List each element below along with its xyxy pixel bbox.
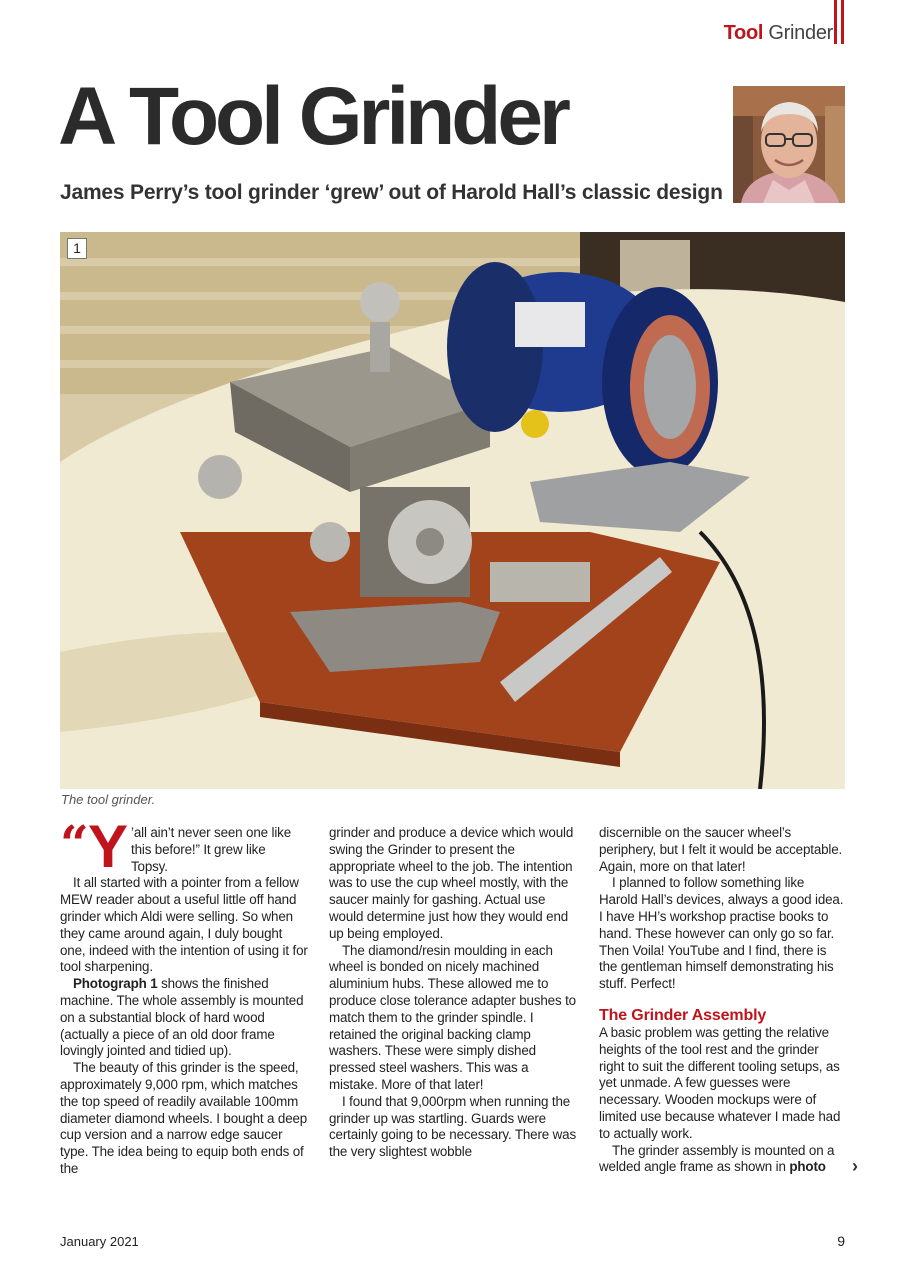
body-paragraph: The grinder assembly is mounted on a welded angle frame as shown in photo — [599, 1142, 835, 1175]
article-standfirst: James Perry’s tool grinder ‘grew’ out of Harold Hall’s classic design — [60, 181, 723, 204]
body-paragraph: grinder and produce a device which would swing the Grinder to present the appropriate wheel to the job. The intention was to use the cup wheel mostly, with the saucer mainly for gashing. Actual use would determine just how they would end up being employed. — [329, 825, 574, 941]
photo-number-badge: 1 — [67, 238, 87, 259]
opening-paragraph — [60, 813, 310, 880]
running-head-section: Tool — [723, 22, 764, 44]
photo-reference: photo — [789, 1159, 826, 1175]
running-head-bars — [834, 0, 846, 44]
body-column-2 — [329, 825, 579, 1161]
body-column-3 — [599, 825, 845, 1176]
body-column-1 — [60, 813, 310, 1178]
body-paragraph: The beauty of this grinder is the speed, approximately 9,000 rpm, which matches the top speed of readily available 100mm diameter diamond wheels. I bought a deep cup version and a narrow edge saucer type. The idea being to equip both ends of the — [60, 1060, 308, 1176]
photo-reference: Photograph 1 — [73, 976, 158, 992]
body-paragraph: The diamond/resin moulding in each wheel is bonded on nicely machined aluminium hubs. These allowed me to produce close tolerance adapter bushes to match them to the grinder spindle. I retained the original backing clamp washers. These were simply dished pressed steel washers. This was a mistake. More of that later! — [329, 942, 576, 1092]
body-paragraph: I found that 9,000rpm when running the grinder up was startling. Guards were certainly going to be necessary. There was the very slightest wobble — [329, 1093, 577, 1160]
page-number: 9 — [837, 1233, 845, 1249]
section-heading: The Grinder Assembly — [599, 1006, 767, 1024]
opening-quote-mark: “ — [60, 814, 89, 873]
article-title: A Tool Grinder — [58, 71, 567, 162]
opening-line-1: ’all ain’t never seen one like — [131, 825, 292, 840]
opening-line-3: Topsy. — [131, 858, 168, 874]
body-paragraph: A basic problem was getting the relative heights of the tool rest and the grinder right to suit the different tooling setups, as yet unmade. A few guesses were necessary. Wooden mockups were of limited use because whatever I made had to actually work. — [599, 1024, 841, 1141]
drop-cap: Y — [88, 813, 128, 880]
photo-caption: The tool grinder. — [61, 792, 156, 807]
body-paragraph: I planned to follow something like Harold Hall’s devices, always a good idea. I have HH’s workshop practise books to hand. These however can only go so far. Then Voila! YouTube and I find, there is the gentleman himself demonstrating his stuff. Perfect! — [599, 875, 844, 992]
tool-grinder-photo — [60, 232, 845, 789]
body-paragraph: discernible on the saucer wheel’s periphery, but I felt it would be acceptable. Again, more on that later! — [599, 825, 843, 874]
issue-date: January 2021 — [60, 1234, 139, 1249]
running-head-topic: Grinder — [768, 22, 833, 44]
opening-line-2: this before!” It grew like — [131, 841, 266, 857]
continue-arrow-icon: › — [852, 1156, 858, 1176]
running-head — [724, 22, 833, 45]
author-portrait — [733, 86, 845, 203]
body-paragraph: Photograph 1 shows the finished machine. The whole assembly is mounted on a substantial block of hard wood (actually a piece of an old door frame lovingly jointed and tidied up). — [60, 976, 304, 1059]
body-paragraph: It all started with a pointer from a fellow MEW reader about a useful little off hand grinder which Aldi were selling. So when they came around again, I duly bought one, indeed with the intention of using it for tool sharpening. — [60, 875, 308, 975]
